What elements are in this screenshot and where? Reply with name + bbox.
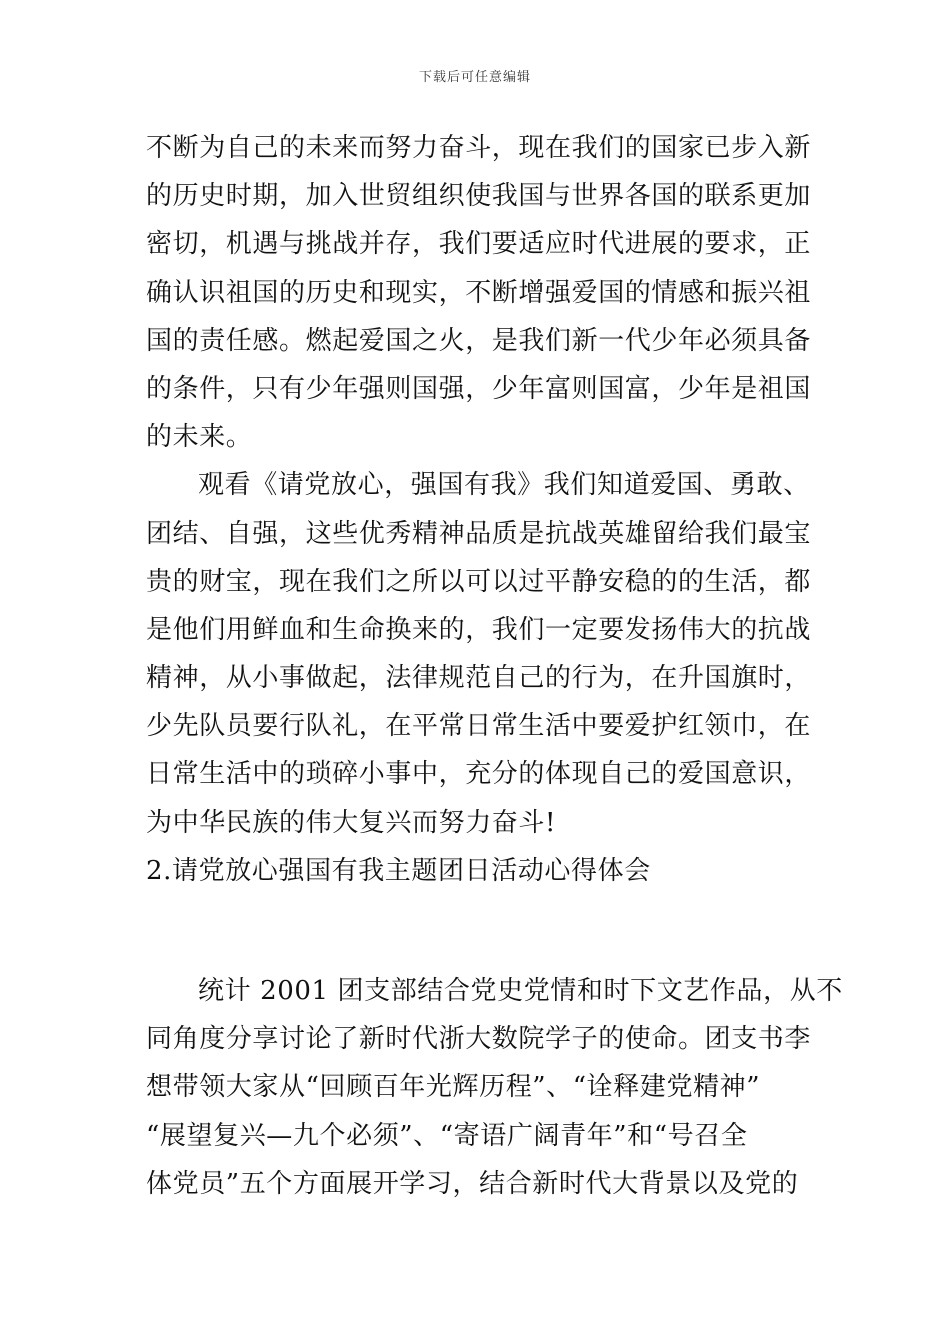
text-line: 体党员”五个方面展开学习，结合新时代大背景以及党的 [146,1168,799,1199]
text-line: 团结、自强，这些优秀精神品质是抗战英雄留给我们最宝 [146,518,812,549]
text-line: 精神，从小事做起，法律规范自己的行为，在升国旗时， [146,663,812,694]
text-line: 贵的财宝，现在我们之所以可以过平静安稳的的生活，都 [146,566,812,597]
text-line: “展望复兴—九个必须”、“寄语广阔青年”和“号召全 [146,1120,748,1151]
text-line: 日常生活中的琐碎小事中，充分的体现自己的爱国意识， [146,759,812,790]
text-line: 是他们用鲜血和生命换来的，我们一定要发扬伟大的抗战 [146,614,812,645]
text-line: 密切，机遇与挑战并存，我们要适应时代进展的要求，正 [146,229,812,260]
text-line: 为中华民族的伟大复兴而努力奋斗! [146,807,557,838]
paragraph-3 [146,967,843,1208]
text-line: 确认识祖国的历史和现实，不断增强爱国的情感和振兴祖 [146,277,812,308]
paragraph-1 [146,124,816,461]
text-line: 统计 2001 团支部结合党史党情和时下文艺作品，从不 [198,976,843,1006]
text-line: 同角度分享讨论了新时代浙大数院学子的使命。团支书李 [146,1024,812,1055]
page-header: 下载后可任意编辑 [418,70,531,85]
text-line: 想带领大家从“回顾百年光辉历程”、“诠释建党精神” [146,1072,761,1103]
text-line: 的未来。 [146,422,253,453]
text-line: 的条件，只有少年强则国强，少年富则国富，少年是祖国 [146,373,812,404]
paragraph-2 [146,461,816,847]
text-line: 少先队员要行队礼，在平常日常生活中要爱护红领巾，在 [146,711,812,742]
spacer [146,895,816,967]
document-body [146,124,843,1208]
text-line: 的历史时期，加入世贸组织使我国与世界各国的联系更加 [146,181,812,212]
text-line: 不断为自己的未来而努力奋斗，现在我们的国家已步入新 [146,133,812,163]
section-heading: 2.请党放心强国有我主题团日活动心得体会 [146,855,651,886]
text-line: 国的责任感。燃起爱国之火，是我们新一代少年必须具备 [146,325,812,356]
text-line: 观看《请党放心，强国有我》我们知道爱国、勇敢、 [198,470,810,501]
